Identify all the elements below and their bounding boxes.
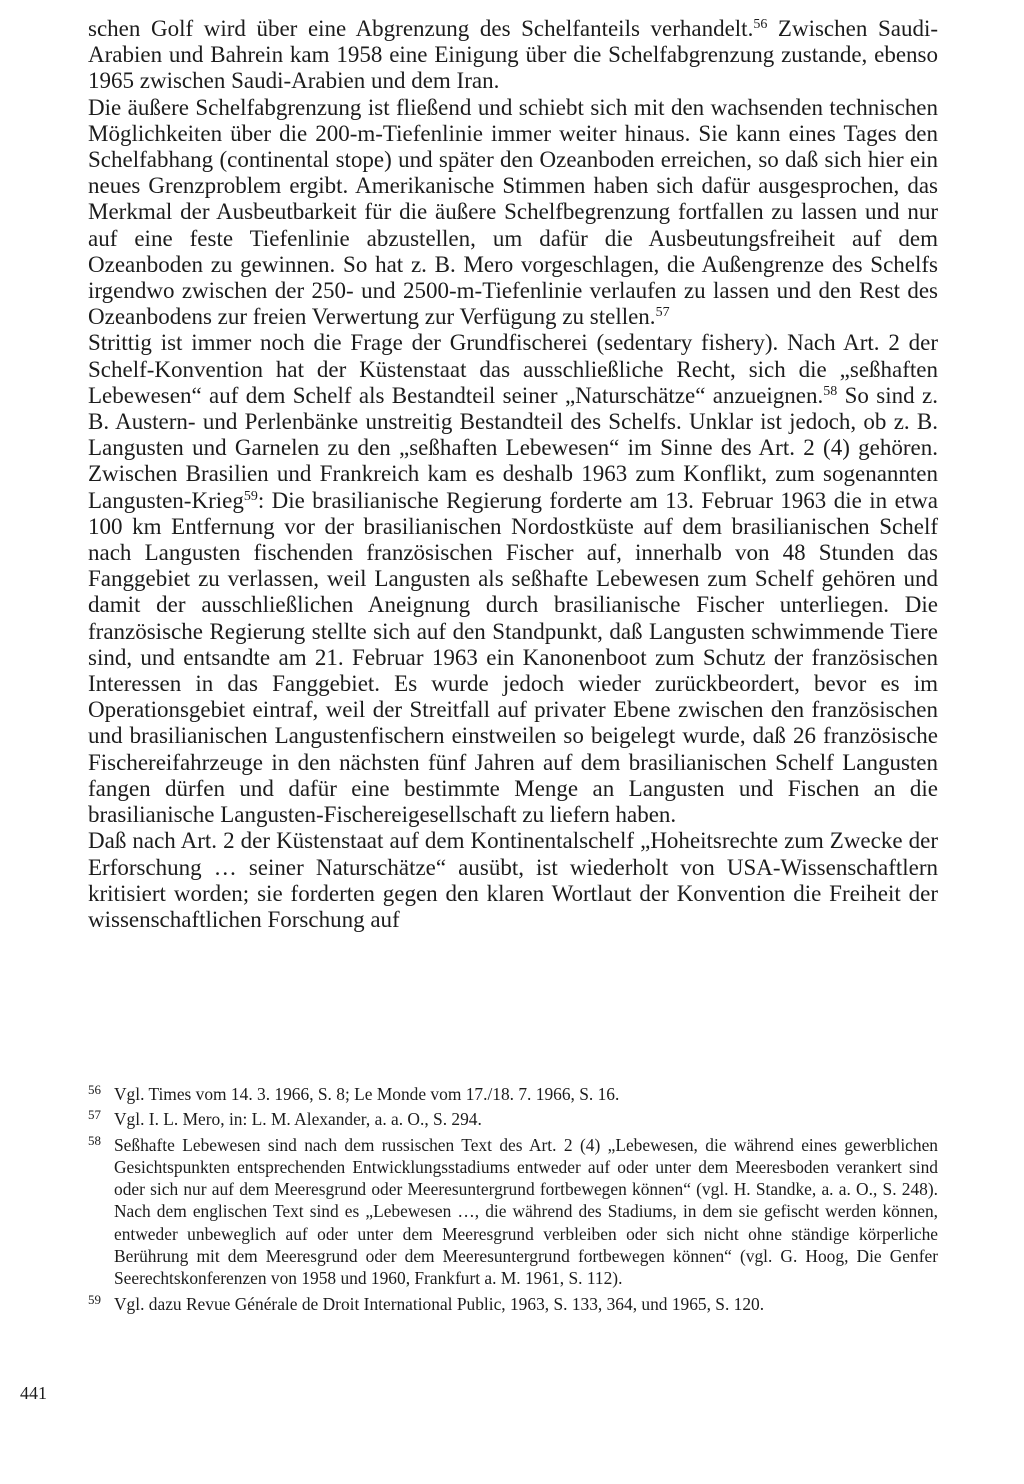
footnote (88, 1134, 938, 1290)
footnote-number: 58 (88, 1132, 101, 1148)
text-segment: Daß nach Art. 2 der Küstenstaat auf dem Kontinentalschelf „Hoheitsrechte zum Zwecke der Erforschung … seiner Naturschätze“ ausübt, ist wiederholt von USA-Wissenschaftlern kritisiert worden; sie forderten gegen den klaren Wortlaut der Konvention die Freiheit der wissenschaftlichen Forschung auf (88, 828, 938, 932)
paragraph (88, 95, 938, 331)
text-segment: Die äußere Schelfabgrenzung ist fließend und schiebt sich mit den wachsenden technischen Möglichkeiten über die 200-m-Tiefenlinie immer weiter hinaus. Sie kann eines Tages den Schelfabhang (continental stope) und später den Ozeanboden erreichen, so daß sich hier ein neues Grenzproblem ergibt. Amerikanische Stimmen haben sich dafür ausgesprochen, das Merkmal der Ausbeutbarkeit für die äußere Schelfbegrenzung fortfallen zu lassen und nur auf eine feste Tiefenlinie abzustellen, um dafür die Ausbeutungsfreiheit auf dem Ozeanboden zu gewinnen. So hat z. B. Mero vorgeschlagen, die Außengrenze des Schelfs irgendwo zwischen der 250- und 2500-m-Tiefenlinie verlaufen zu lassen und den Rest des Ozeanbodens zur freien Verwertung zur Verfügung zu stellen. (88, 94, 938, 330)
footnote-reference: 56 (753, 17, 768, 32)
footnote (88, 1083, 938, 1105)
page-number: 441 (20, 1383, 47, 1403)
footnote-reference: 57 (655, 305, 670, 321)
footnote-number: 56 (88, 1082, 101, 1097)
footnote-reference: 59 (243, 488, 258, 504)
footnote-text: Seßhafte Lebewesen sind nach dem russischen Text des Art. 2 (4) „Lebewesen, die während eines gewerblichen Gesichtspunkten entsprechenden Entwicklungsstadiums entweder auf oder unter dem Meeresboden verankert sind oder sich nur auf dem Meeresgrund oder Meeresuntergrund fortbewegen können“ (vgl. H. Standke, a. a. O., S. 248). Nach dem englischen Text sind es „Lebewesen …, die während des Stadiums, in dem sie gefischt werden können, entweder unbeweglich auf oder unter dem Meeresgrund verbleiben oder sich nicht ohne ständige körperliche Berührung mit dem Meeresgrund oder dem Meeresuntergrund fortbewegen können“ (vgl. G. Hoog, Die Genfer Seerechtskonferenzen von 1958 und 1960, Frankfurt a. M. 1961, S. 112). (114, 1134, 938, 1289)
text-segment: : Die brasilianische Regierung forderte am 13. Februar 1963 die in etwa 100 km Entfernung vor der brasilianischen Nordostküste auf dem brasilianischen Schelf nach Langusten fischenden französischen Fischer auf, innerhalb von 48 Stunden das Fanggebiet zu verlassen, weil Langusten als seßhafte Lebewesen zum Schelf gehören und damit der ausschließlichen Aneignung durch brasilianische Fischer unterliegen. Die französische Regierung stellte sich auf den Standpunkt, daß Langusten schwimmende Tiere sind, und entsandte am 21. Februar 1963 ein Kanonenboot zum Schutz der französischen Interessen in das Fanggebiet. Es wurde jedoch wieder zurückbeordert, bevor es im Operationsgebiet eintraf, weil der Streitfall auf privater Ebene zwischen den französischen und brasilianischen Langustenfischern einstweilen so beigelegt wurde, daß 26 französische Fischereifahrzeuge in den nächsten fünf Jahren auf dem brasilianischen Schelf Langusten fangen dürfen und dafür eine bestimmte Menge an Langusten und Fischen an die brasilianische Langusten-Fischereigesellschaft zu liefern haben. (88, 487, 938, 828)
footnote-text: Vgl. I. L. Mero, in: L. M. Alexander, a. a. O., S. 294. (114, 1109, 482, 1130)
footnote (88, 1108, 938, 1130)
footnote-number: 57 (88, 1107, 101, 1123)
text-segment: schen Golf wird über eine Abgrenzung des Schelfanteils verhandelt. (88, 16, 754, 41)
footnote (88, 1293, 938, 1315)
text-segment: Strittig ist immer noch die Frage der Grundfischerei (sedentary fishery). Nach Art. 2 der Schelf-Konvention hat der Küstenstaat das ausschließliche Recht, sich die „seßhaften Lebewesen“ auf dem Schelf als Bestandteil seiner „Naturschätze“ anzueignen. (88, 330, 938, 408)
footnote-number: 59 (88, 1291, 101, 1307)
text-segment: So sind z. B. Austern- und Perlenbänke unstreitig Bestandteil des Schelfs. Unklar ist jedoch, ob z. B. Langusten und Garnelen zu den „seßhaften Lebewesen“ im Sinne des Art. 2 (4) gehören. Zwischen Brasilien und Frankreich kam es deshalb 1963 zum Konflikt, zum sogenannten Langusten-Krieg (88, 382, 938, 513)
text-segment: Zwischen Saudi-Arabien und Bahrein kam 1958 eine Einigung über die Schelfabgrenzung zustande, ebenso 1965 zwischen Saudi-Arabien und dem Iran. (88, 16, 938, 94)
footnote-text: Vgl. Times vom 14. 3. 1966, S. 8; Le Monde vom 17./18. 7. 1966, S. 16. (114, 1084, 620, 1104)
paragraph (88, 828, 938, 933)
paragraph (88, 16, 938, 95)
footnotes (88, 1083, 938, 1318)
footnote-text: Vgl. dazu Revue Générale de Droit International Public, 1963, S. 133, 364, und 1965, S. 120. (114, 1293, 765, 1314)
page-body (88, 16, 938, 933)
paragraph (88, 330, 938, 828)
footnote-reference: 58 (823, 383, 838, 399)
main-text (88, 16, 938, 933)
